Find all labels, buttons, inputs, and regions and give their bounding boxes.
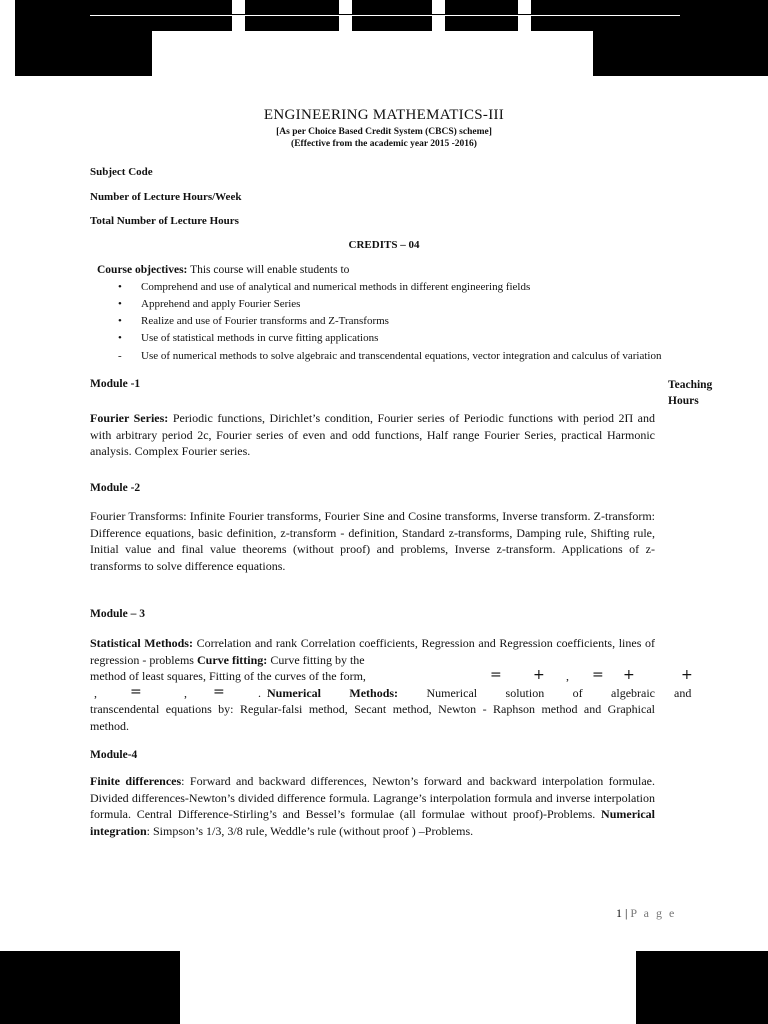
objectives-list (118, 279, 730, 363)
teaching-hours-header: Teaching Hours (668, 379, 713, 407)
header-gap-3 (432, 0, 445, 31)
bullet-icon: • (118, 281, 122, 293)
module-3-heading: Module – 3 (90, 608, 145, 620)
course-objectives-heading (97, 264, 349, 276)
comma-symbol: , (566, 669, 569, 683)
numerical-methods-inline: Numerical Methods: Numerical solution of algebraic (267, 686, 656, 700)
header-rule (90, 14, 680, 15)
comma-symbol: , (94, 686, 97, 700)
equals-symbol: = (592, 667, 604, 683)
module-3-content: Statistical Methods: Correlation and rank Correlation coefficients, Regression and Regression coefficients, lines of regression - problems Curve fitting: Curve fitting by the (90, 636, 656, 667)
document-title: ENGINEERING MATHEMATICS-III (263, 107, 505, 123)
plus-symbol: + (533, 667, 545, 683)
credits-label: CREDITS – 04 (348, 239, 420, 251)
list-item: - Use of numerical methods to solve algebraic and transcendental equations, vector integration and calculus of variation (118, 350, 662, 362)
scheme-subtitle: [As per Choice Based Credit System (CBCS) scheme] (276, 127, 492, 137)
module-3-content-cont: transcendental equations by: Regular-falsi method, Secant method, Newton - Raphson method and Graphical method. (90, 702, 655, 733)
module-4-heading: Module-4 (90, 749, 138, 761)
module-3-equation-line-1: method of least squares, Fitting of the curves of the form, = + , = + + (90, 667, 693, 683)
header-gap-1 (232, 0, 245, 31)
and-word: and (674, 686, 692, 700)
header-block-left (15, 0, 152, 76)
footer-block-right (636, 951, 768, 1024)
footer-block-left (0, 951, 180, 1024)
equals-symbol: = (130, 684, 142, 700)
bullet-icon: • (118, 332, 122, 344)
course-objectives-intro: This course will enable students to (190, 264, 350, 276)
equals-symbol: = (490, 667, 502, 683)
module-1-heading: Module -1 (90, 378, 141, 390)
dash-icon: - (118, 350, 122, 362)
list-item: • Realize and use of Fourier transforms and Z-Transforms (118, 313, 730, 330)
module-2-heading: Module -2 (90, 482, 141, 494)
module-4-content: Finite differences: Forward and backward differences, Newton’s forward and backward interpolation formulae. Divided differences-Newton’s divided difference formula. Lagrange’s interpolation formula and inverse interpolation formula. Central Difference-Stirling’s and Bessel’s formulae (all formulae without proof)-Problems. Numerical integration: Simpson’s 1/3, 3/8 rule, Weddle’s rule (without proof ) –Problems. (90, 774, 656, 838)
header-gap-2 (339, 0, 352, 31)
course-objectives-label: Course objectives: (97, 264, 188, 276)
header-block-right (593, 0, 768, 76)
lecture-hours-week-label: Number of Lecture Hours/Week (90, 191, 242, 203)
header-gap-4 (518, 0, 531, 31)
page-footer (616, 906, 676, 921)
bullet-icon: • (118, 315, 122, 327)
subject-code-label: Subject Code (90, 166, 153, 178)
total-lecture-hours-label: Total Number of Lecture Hours (90, 215, 239, 227)
plus-symbol: + (681, 667, 693, 683)
academic-year-subtitle: (Effective from the academic year 2015 -2016) (291, 139, 477, 149)
period-symbol: . (258, 686, 261, 700)
plus-symbol: + (623, 667, 635, 683)
bullet-icon: • (118, 298, 122, 310)
page-number: 1 (616, 906, 622, 920)
comma-symbol: , (184, 686, 187, 700)
list-item: • Apprehend and apply Fourier Series (118, 296, 730, 313)
module-2-content: Fourier Transforms: Infinite Fourier transforms, Fourier Sine and Cosine transforms, Inverse transform. Z-transform: Difference equations, basic definition, z-transform - definition, Standard z-transforms, Damping rule, Shifting rule, Initial value and final value theorems (without proof) and problems, Inverse z-transform. Applications of z-transforms to solve difference equations. (90, 509, 655, 573)
page-separator: | (625, 906, 628, 920)
list-item: • Comprehend and use of analytical and numerical methods in different engineering fields (118, 279, 730, 296)
page-word: P a g e (630, 906, 677, 920)
list-item: • Use of statistical methods in curve fitting applications (118, 330, 730, 347)
module-1-content: Fourier Series: Periodic functions, Dirichlet’s condition, Fourier series of Periodic functions with period 2Π and with arbitrary period 2c, Fourier series of even and odd functions, Half range Fourier Series, practical Harmonic analysis. Complex Fourier series. (90, 411, 655, 458)
equals-symbol: = (213, 684, 225, 700)
